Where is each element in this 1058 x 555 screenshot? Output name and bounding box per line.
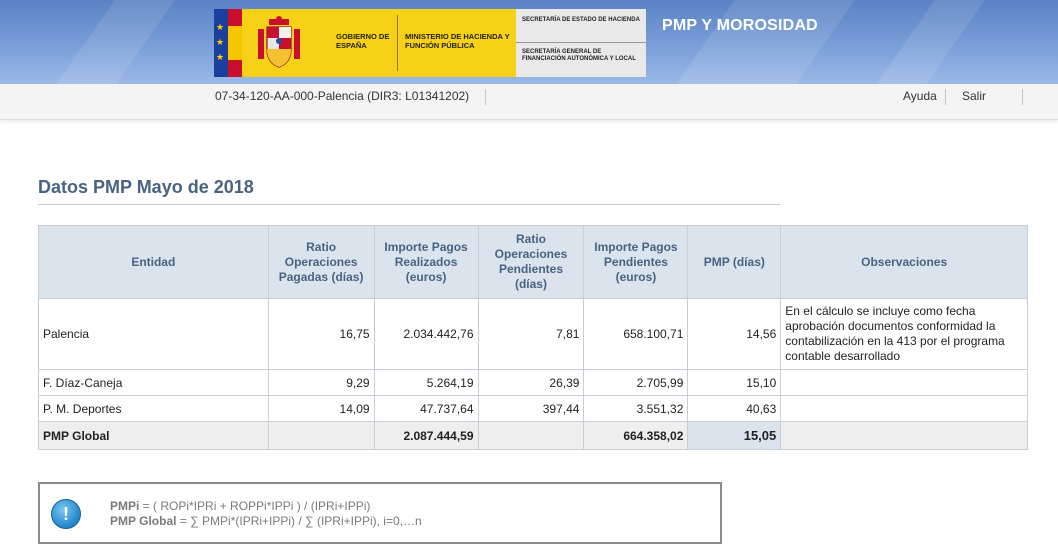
total-empty-cell: [268, 422, 374, 450]
cell-importe-pendientes: 2.705,99: [584, 370, 688, 396]
table-row: [39, 396, 1028, 422]
top-banner: [0, 0, 1058, 84]
cell-observaciones: [781, 370, 1028, 396]
logo-divider: [516, 42, 646, 43]
table-total-row: [39, 422, 1028, 450]
cell-pmp: 40,63: [688, 396, 781, 422]
total-empty-cell: [781, 422, 1028, 450]
cell-pmp: 15,10: [688, 370, 781, 396]
title-divider: [38, 204, 780, 205]
column-header-entidad: Entidad: [39, 226, 269, 299]
cell-ratio-pagadas: 14,09: [268, 396, 374, 422]
formula-info-box: [38, 482, 722, 544]
help-link[interactable]: Ayuda: [903, 89, 946, 105]
cell-observaciones: En el cálculo se incluye como fecha aprobación documentos conformidad la contabilización en la 413 por el programa contable desarrollado: [781, 299, 1028, 370]
column-header-ratio-pagadas: Ratio Operaciones Pagadas (días): [268, 226, 374, 299]
cell-importe-realizados: 47.737,64: [374, 396, 478, 422]
total-empty-cell: [478, 422, 584, 450]
cell-ratio-pendientes: 26,39: [478, 370, 584, 396]
logo-divider: [397, 15, 398, 71]
cell-entidad: Palencia: [39, 299, 269, 370]
cell-ratio-pagadas: 9,29: [268, 370, 374, 396]
eu-flag-icon: ★ ★ ★: [214, 9, 228, 77]
formula-pmpi-label: PMPi: [110, 499, 140, 513]
cell-importe-pendientes: 3.551,32: [584, 396, 688, 422]
cell-entidad: P. M. Deportes: [39, 396, 269, 422]
table-row: [39, 370, 1028, 396]
column-header-pmp: PMP (días): [688, 226, 781, 299]
sub-navigation-bar: [0, 84, 1058, 120]
total-label: PMP Global: [39, 422, 269, 450]
total-importe-realizados: 2.087.444,59: [374, 422, 478, 450]
formula-pmp-global-text: = ∑ PMPi*(IPRi+IPPi) / ∑ (IPRi+IPPi), i=0,…n: [176, 514, 422, 528]
formula-pmp-global: [110, 514, 422, 528]
formula-pmp-global-label: PMP Global: [110, 514, 177, 528]
total-importe-pendientes: 664.358,02: [584, 422, 688, 450]
pmp-table: [38, 225, 1028, 450]
secretaria-general-label: SECRETARÍA GENERAL DE FINANCIACIÓN AUTONÓMICA Y LOCAL: [522, 49, 636, 62]
formula-pmpi-text: = ( ROPi*IPRi + ROPPi*IPPi ) / (IPRi+IPPi): [139, 499, 371, 513]
cell-pmp: 14,56: [688, 299, 781, 370]
app-title: PMP Y MOROSIDAD: [662, 17, 818, 34]
government-logo: [214, 9, 646, 77]
column-header-ratio-pendientes: Ratio Operaciones Pendientes (días): [478, 226, 584, 299]
cell-importe-pendientes: 658.100,71: [584, 299, 688, 370]
entity-code: 07-34-120-AA-000-Palencia (DIR3: L01341202): [215, 89, 486, 105]
cell-importe-realizados: 5.264,19: [374, 370, 478, 396]
coat-of-arms-icon: [256, 15, 302, 71]
gobierno-label: GOBIERNO DE ESPAÑA: [336, 32, 390, 50]
total-pmp: 15,05: [688, 422, 781, 450]
column-header-importe-realizados: Importe Pagos Realizados (euros): [374, 226, 478, 299]
cell-ratio-pendientes: 7,81: [478, 299, 584, 370]
secretaria-estado-label: SECRETARÍA DE ESTADO DE HACIENDA: [522, 17, 640, 23]
exit-link[interactable]: Salir: [962, 89, 1023, 105]
cell-ratio-pagadas: 16,75: [268, 299, 374, 370]
info-icon: !: [51, 499, 81, 529]
formula-pmpi: [110, 499, 370, 513]
cell-observaciones: [781, 396, 1028, 422]
page-title: Datos PMP Mayo de 2018: [38, 177, 254, 197]
table-header-row: [39, 226, 1028, 299]
cell-entidad: F. Díaz-Caneja: [39, 370, 269, 396]
column-header-observaciones: Observaciones: [781, 226, 1028, 299]
spain-flag-icon: [228, 9, 242, 77]
cell-ratio-pendientes: 397,44: [478, 396, 584, 422]
table-row: [39, 299, 1028, 370]
column-header-importe-pendientes: Importe Pagos Pendientes (euros): [584, 226, 688, 299]
cell-importe-realizados: 2.034.442,76: [374, 299, 478, 370]
ministerio-label: MINISTERIO DE HACIENDA Y FUNCIÓN PÚBLICA: [405, 32, 510, 50]
